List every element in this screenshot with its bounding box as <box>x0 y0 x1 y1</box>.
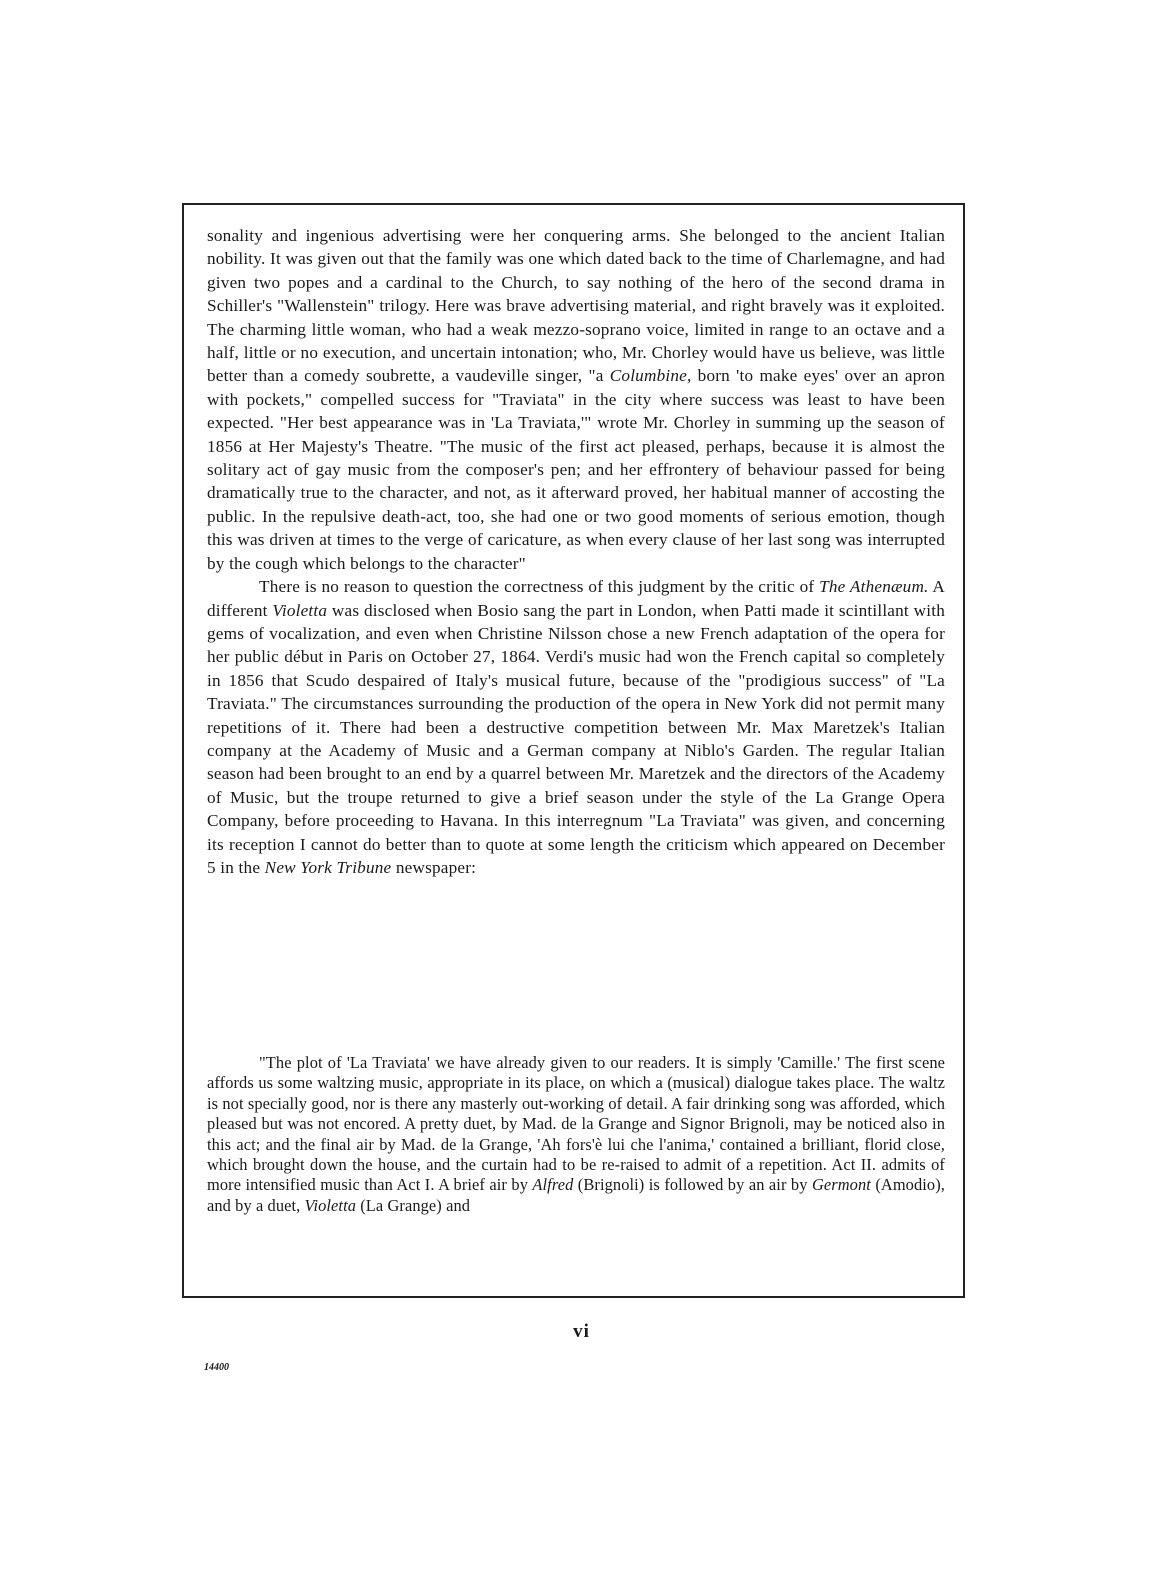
italic-tribune: New York Tribune <box>264 857 392 877</box>
body-text <box>207 224 945 879</box>
paragraph-2-start: There is no reason to question the correctness of this judgment by the critic of <box>259 577 820 597</box>
paragraph-2 <box>207 575 945 879</box>
paragraph-1-text: sonality and ingenious advertising were her conquering arms. She belonged to the ancient Italian nobility. It was given out that the family was one which dated back to the time of Charlemagne, and had given two popes and a cardinal to the Church, to say nothing of the hero of the second drama in Schiller's "Wallenstein" trilogy. Here was brave advertising material, and right bravely was it exploited. The charming little woman, who had a weak mezzo-soprano voice, limited in range to an octave and a half, little or no execution, and uncertain intonation; who, Mr. Chorley would have us believe, was little better than a comedy soubrette, a vaudeville singer, "a <box>207 226 945 386</box>
italic-alfred: Alfred <box>532 1175 574 1195</box>
paragraph-1 <box>207 224 945 575</box>
page-number: vi <box>573 1321 590 1342</box>
block-quote <box>207 1053 945 1216</box>
quote-part-4: (La Grange) and <box>356 1195 471 1215</box>
italic-athenaeum: The Athenæum. <box>819 577 929 597</box>
quote-paragraph <box>207 1053 945 1216</box>
paragraph-2-mid-1: A different <box>207 577 945 620</box>
paragraph-2-end: newspaper: <box>391 857 477 877</box>
quote-part-1: "The plot of 'La Traviata' we have already given to our readers. It is simply 'Camille.' The first scene affords us some waltzing music, appropriate in its place, on which a (musical) dialogue takes place. The waltz is not specially good, nor is there any masterly out-working of detail. A fair drinking song was afforded, which pleased but was not encored. A pretty duet, by Mad. de la Grange and Signor Brignoli, may be noticed also in this act; and the final air by Mad. de la Grange, 'Ah fors'è lui che l'anima,' contained a brilliant, florid close, which brought down the house, and the curtain had to be re-raised to admit of a repetition. Act II. admits of more intensified music than Act I. A brief air by <box>207 1053 945 1195</box>
italic-columbine: Columbine, <box>609 366 692 386</box>
catalog-number: 14400 <box>204 1362 229 1373</box>
quote-part-3: (Amodio), and by a duet, <box>207 1175 945 1215</box>
italic-germont: Germont <box>811 1175 871 1195</box>
italic-violetta-quote: Violetta <box>304 1195 357 1215</box>
quote-part-2: (Brignoli) is followed by an air by <box>573 1175 812 1195</box>
paragraph-1-continuation: born 'to make eyes' over an apron with pockets," compelled success for "Traviata" in the city where success was least to have been expected. "Her best appearance was in 'La Traviata,'" wrote Mr. Chorley in summing up the season of 1856 at Her Majesty's Theatre. "The music of the first act pleased, perhaps, because it is almost the solitary act of gay music from the composer's pen; and her effrontery of behaviour passed for being dramatically true to the character, and not, as it afterward proved, her habitual manner of accosting the public. In the repulsive death-act, too, she had one or two good moments of serious emotion, though this was driven at times to the verge of caricature, as when every clause of her last song was interrupted by the cough which belongs to the character" <box>207 366 945 573</box>
italic-violetta: Violetta <box>272 600 328 620</box>
paragraph-2-mid-2: was disclosed when Bosio sang the part in London, when Patti made it scintillant with gems of vocalization, and even when Christine Nilsson chose a new French adaptation of the opera for her public début in Paris on October 27, 1864. Verdi's music had won the French capital so completely in 1856 that Scudo despaired of Italy's musical future, because of the "prodigious success" of "La Traviata." The circumstances surrounding the production of the opera in New York did not permit many repetitions of it. There had been a destructive competition between Mr. Max Maretzek's Italian company at the Academy of Music and a German company at Niblo's Garden. The regular Italian season had been brought to an end by a quarrel between Mr. Maretzek and the directors of the Academy of Music, but the troupe returned to give a brief season under the style of the La Grange Opera Company, before proceeding to Havana. In this interregnum "La Traviata" was given, and concerning its reception I cannot do better than to quote at some length the criticism which appeared on December 5 in the <box>207 600 946 877</box>
